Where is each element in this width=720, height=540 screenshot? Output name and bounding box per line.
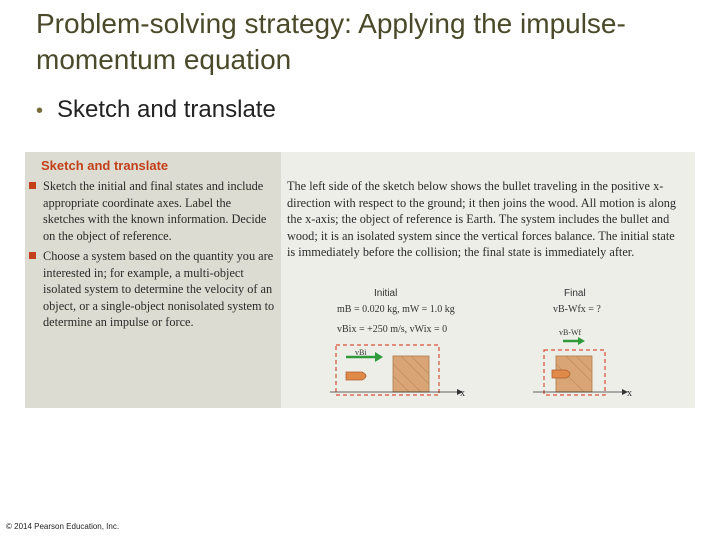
- strategy-step-2-text: Choose a system based on the quantity you are interested in; for example, a multi-object isolated system to determine the velocity of an object, or a single-object nonisolated system to determine an impulse or force.: [43, 249, 275, 329]
- slide-title: Problem-solving strategy: Applying the impulse-momentum equation: [36, 8, 626, 75]
- final-velocity-arrowhead: [578, 337, 585, 345]
- example-text: The left side of the sketch below shows the bullet traveling in the positive x-direction with respect to the ground; it then joins the wood. All motion is along the x-axis; the object of reference is Earth. The system includes the bullet and wood; it is an isolated system since the vertical forces balance. The initial state is immediately before the collision; the final state is immediately after.: [287, 179, 677, 259]
- initial-label: Initial: [374, 288, 398, 299]
- final-velocity-unknown: vB-Wfx = ?: [553, 304, 601, 315]
- initial-velocity-vector-label: vBi: [355, 348, 367, 357]
- initial-velocities: vBix = +250 m/s, vWix = 0: [337, 324, 448, 335]
- bullet-dot-icon: •: [36, 100, 44, 122]
- copyright-notice: © 2014 Pearson Education, Inc.: [6, 522, 120, 531]
- bullet-text: Sketch and translate: [57, 96, 276, 123]
- initial-axis-label: x: [460, 388, 465, 399]
- final-axis-label: x: [627, 388, 632, 399]
- wood-block-initial: [393, 356, 429, 392]
- figure-heading: Sketch and translate: [41, 158, 169, 173]
- final-velocity-vector-label: vB-Wf: [559, 328, 582, 337]
- collision-sketch: [25, 152, 695, 408]
- final-label: Final: [564, 288, 586, 299]
- strategy-step-1-text: Sketch the initial and final states and include appropriate coordinate axes. Label the sketches with the known information. Decide on the object of reference.: [43, 179, 267, 243]
- bullet-item: [36, 96, 276, 124]
- initial-velocity-arrowhead: [375, 352, 383, 362]
- initial-masses: mB = 0.020 kg, mW = 1.0 kg: [337, 304, 455, 315]
- textbook-figure: [25, 152, 695, 408]
- bullet-initial: [346, 372, 366, 380]
- bullet-final: [552, 370, 570, 378]
